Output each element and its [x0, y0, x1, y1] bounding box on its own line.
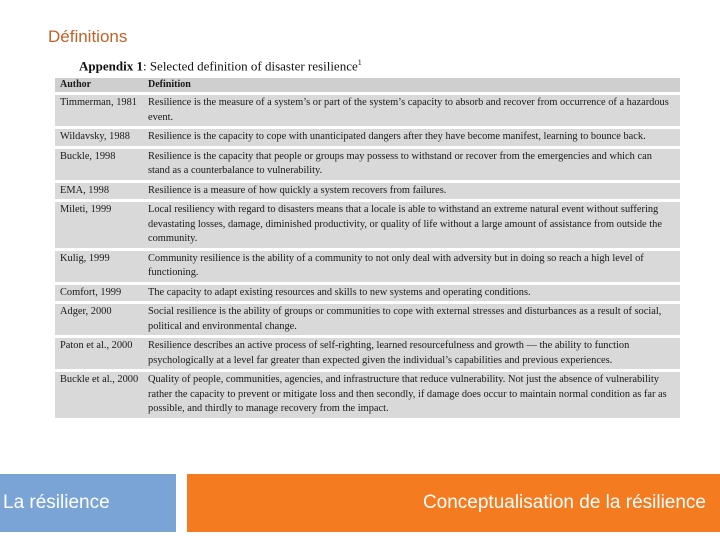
author-cell: Adger, 2000: [55, 304, 143, 335]
table-row: [55, 285, 680, 302]
table-row: [55, 149, 680, 180]
table-row: [55, 183, 680, 200]
header-definition: Definition: [143, 78, 680, 92]
appendix-footnote: 1: [357, 58, 362, 67]
author-cell: Buckle, 1998: [55, 149, 143, 180]
definition-cell: Resilience is a measure of how quickly a system recovers from failures.: [143, 183, 680, 200]
definition-cell: Community resilience is the ability of a community to not only deal with adversity but in doing so reach a high level of functioning.: [143, 251, 680, 282]
definition-cell: The capacity to adapt existing resources and skills to new systems and operating conditions.: [143, 285, 680, 302]
footer-left-label: La résilience: [3, 492, 110, 513]
author-cell: Mileti, 1999: [55, 202, 143, 248]
definition-cell: Resilience is the capacity to cope with unanticipated dangers after they have become manifest, learning to bounce back.: [143, 129, 680, 146]
appendix-label: Appendix 1: [79, 58, 143, 74]
footer-section-left: [0, 474, 176, 532]
author-cell: Buckle et al., 2000: [55, 372, 143, 418]
definition-cell: Resilience is the measure of a system’s or part of the system’s capacity to absorb and recover from occurrence of a hazardous event.: [143, 95, 680, 126]
definition-cell: Quality of people, communities, agencies, and infrastructure that reduce vulnerability. Not just the absence of vulnerability rather the capacity to prevent or mitigate loss and then secondly, if damage does occur to maintain normal condition as far as possible, and thirdly to manage recovery from the impact.: [143, 372, 680, 418]
footer-section-right: [187, 474, 720, 532]
slide-title: Définitions: [48, 27, 128, 46]
author-cell: Paton et al., 2000: [55, 338, 143, 369]
footer-right-label: Conceptualisation de la résilience: [422, 492, 706, 513]
definition-cell: Resilience describes an active process of self-righting, learned resourcefulness and growth — the ability to function psychologically at a level far greater than expected given the individual’s capabilities and previous experiences.: [143, 338, 680, 369]
author-cell: Kulig, 1999: [55, 251, 143, 282]
table-header-row: [55, 78, 680, 92]
definition-cell: Social resilience is the ability of groups or communities to cope with external stresses and disturbances as a result of social, political and environmental change.: [143, 304, 680, 335]
appendix-title: : Selected definition of disaster resilience: [142, 58, 358, 74]
definition-cell: Local resiliency with regard to disasters means that a locale is able to withstand an extreme natural event without suffering devastating losses, damage, diminished productivity, or quality of life without a large amount of assistance from outside the community.: [143, 202, 680, 248]
table-row: [55, 129, 680, 146]
definition-cell: Resilience is the capacity that people or groups may possess to withstand or recover from the emergencies and which can stand as a counterbalance to vulnerability.: [143, 149, 680, 180]
document-image: [55, 56, 680, 454]
table-row: [55, 338, 680, 369]
author-cell: Timmerman, 1981: [55, 95, 143, 126]
author-cell: EMA, 1998: [55, 183, 143, 200]
table-row: [55, 202, 680, 248]
definitions-table: [55, 75, 680, 421]
table-row: [55, 304, 680, 335]
author-cell: Comfort, 1999: [55, 285, 143, 302]
table-row: [55, 372, 680, 418]
table-row: [55, 251, 680, 282]
author-cell: Wildavsky, 1988: [55, 129, 143, 146]
table-row: [55, 95, 680, 126]
appendix-caption: [79, 58, 362, 74]
header-author: Author: [55, 78, 143, 92]
